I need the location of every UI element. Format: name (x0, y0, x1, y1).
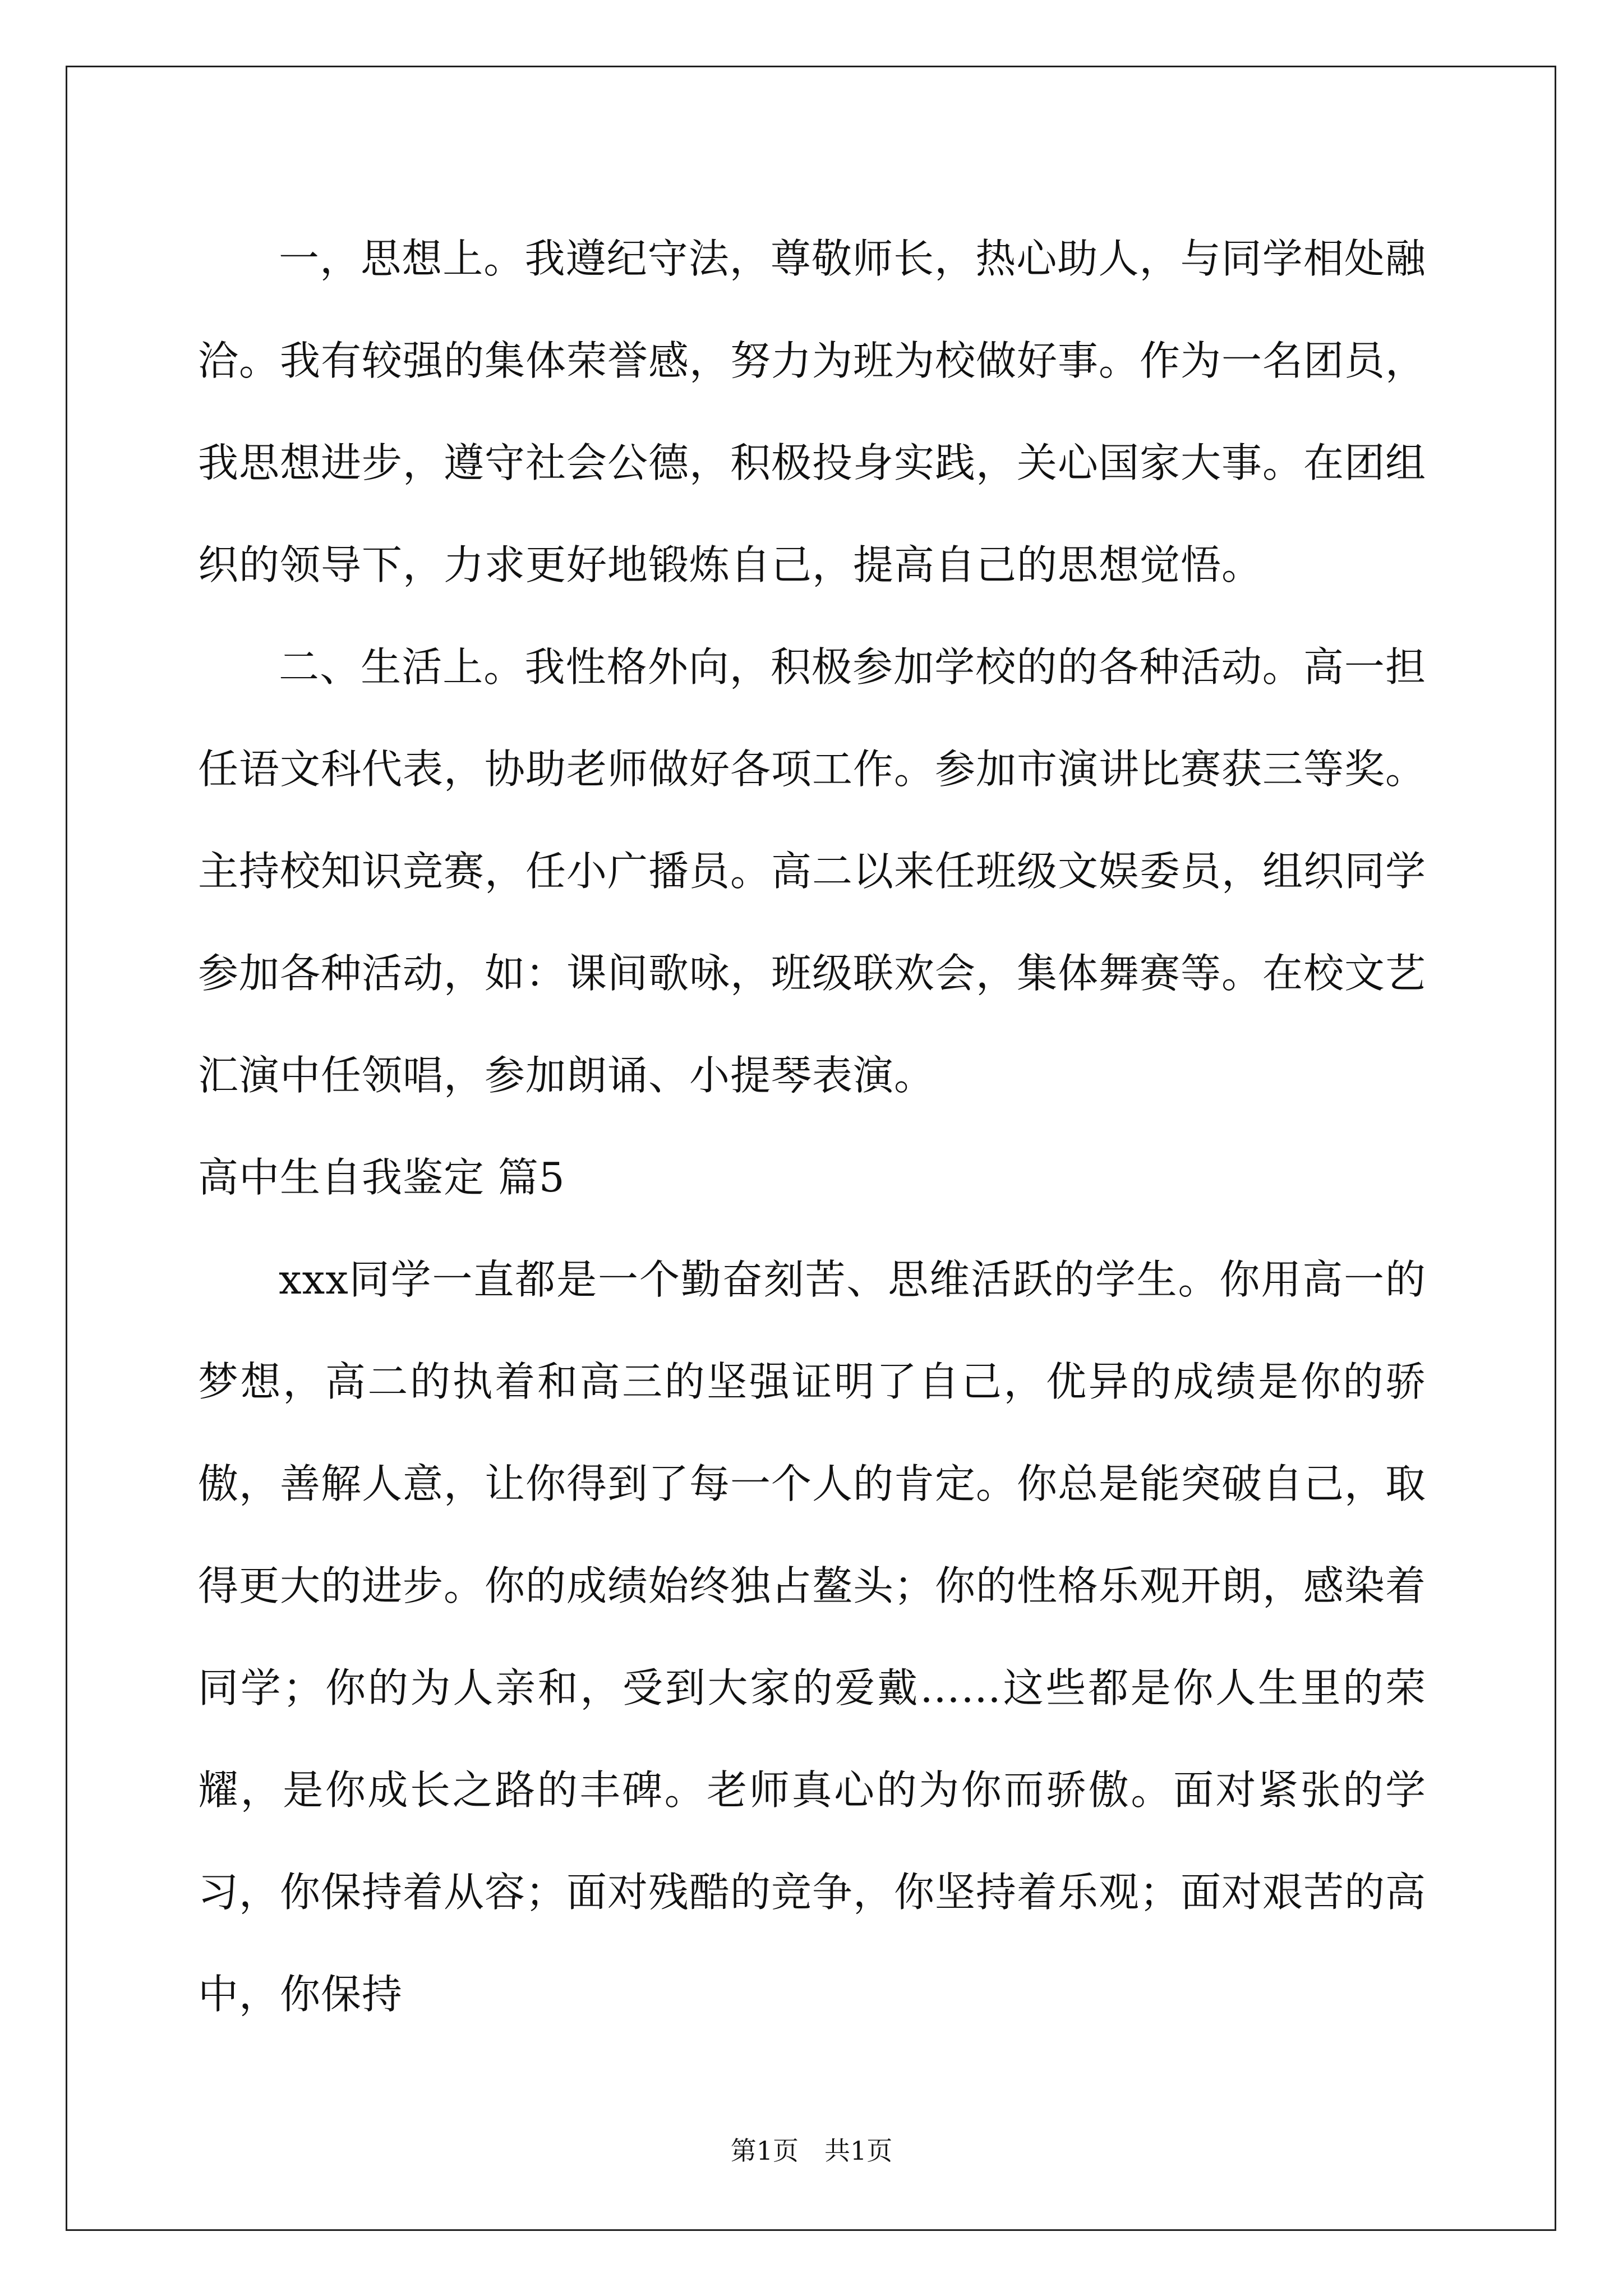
section-heading: 高中生自我鉴定 篇5 (198, 1154, 565, 1201)
paragraph-life: 二、生活上。我性格外向，积极参加学校的的各种活动。高一担任语文科代表，协助老师做好各项工作。参加市演讲比赛获三等奖。主持校知识竞赛，任小广播员。高二以来任班级文娱委员，组织同学参加各种活动，如：课间歌咏，班级联欢会，集体舞赛等。在校文艺汇演中任领唱，参加朗诵、小提琴表演。 (198, 643, 1427, 1099)
page-footer: 第1页 共1页 (730, 2136, 893, 2166)
paragraph-ideology: 一，思想上。我遵纪守法，尊敬师长，热心助人，与同学相处融洽。我有较强的集体荣誉感，努力为班为校做好事。作为一名团员，我思想进步，遵守社会公德，积极投身实践，关心国家大事。在团组织的领导下，力求更好地锻炼自己，提高自己的思想觉悟。 (198, 235, 1427, 588)
document-body (198, 208, 1426, 2045)
paragraph-evaluation: xxx同学一直都是一个勤奋刻苦、思维活跃的学生。你用高一的梦想，高二的执着和高三的坚强证明了自己，优异的成绩是你的骄傲，善解人意，让你得到了每一个人的肯定。你总是能突破自己，取得更大的进步。你的成绩始终独占鳌头；你的性格乐观开朗，感染着同学；你的为人亲和，受到大家的爱戴……这些都是你人生里的荣耀，是你成长之路的丰碑。老师真心的为你而骄傲。面对紧张的学习，你保持着从容；面对残酷的竞争，你坚持着乐观；面对艰苦的高中，你保持 (198, 1256, 1427, 2018)
